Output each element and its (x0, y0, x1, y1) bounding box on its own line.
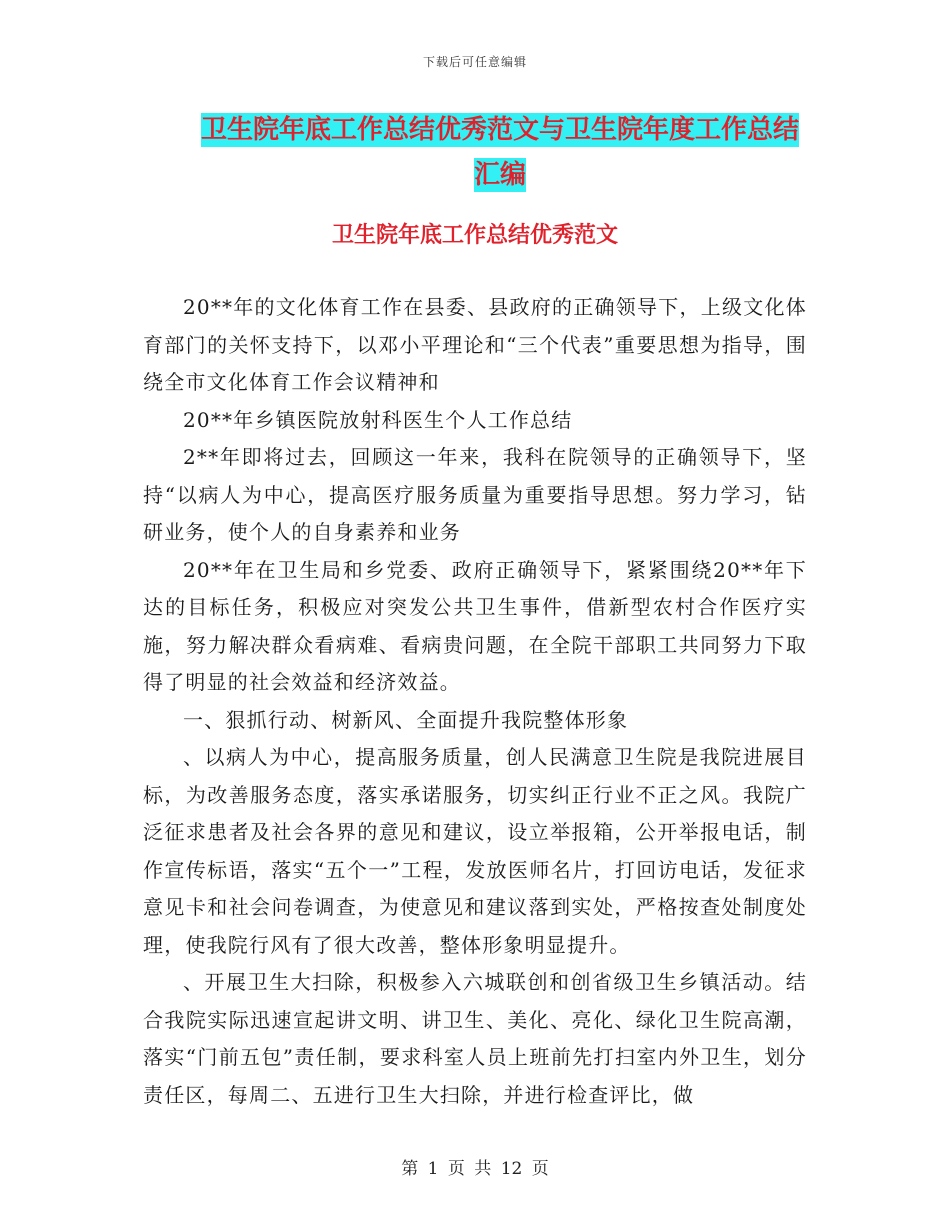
body-paragraph: 、以病人为中心，提高服务质量，创人民满意卫生院是我院进展目标，为改善服务态度，落实承诺服务，切实纠正行业不正之风。我院广泛征求患者及社会各界的意见和建议，设立举报箱，公开举报电话，制作宣传标语，落实“五个一”工程，发放医师名片，打回访电话，发征求意见卡和社会问卷调查，为使意见和建议落到实处，严格按查处制度处理，使我院行风有了很大改善，整体形象明显提升。 (143, 745, 807, 957)
header-note: 下载后可任意编辑 (422, 55, 527, 69)
body-paragraph: 20**年在卫生局和乡党委、政府正确领导下，紧紧围绕20**年下达的目标任务，积极应对突发公共卫生事件，借新型农村合作医疗实施，努力解决群众看病难、看病贵问题，在全院干部职工共同努力下取得了明显的社会效益和经济效益。 (143, 557, 807, 694)
body-paragraph: 2**年即将过去，回顾这一年来，我科在院领导的正确领导下，坚持“以病人为中心，提高医疗服务质量为重要指导思想。努力学习，钻研业务，使个人的自身素养和业务 (143, 445, 807, 544)
body-paragraph: 20**年的文化体育工作在县委、县政府的正确领导下，上级文化体育部门的关怀支持下，以邓小平理论和“三个代表”重要思想为指导，围绕全市文化体育工作会议精神和 (143, 295, 807, 394)
section-title: 卫生院年底工作总结优秀范文 (331, 223, 618, 248)
body-paragraph: 一、狠抓行动、树新风、全面提升我院整体形象 (183, 707, 629, 732)
body-paragraph: 、开展卫生大扫除，积极参入六城联创和创省级卫生乡镇活动。结合我院实际迅速宣起讲文明、讲卫生、美化、亮化、绿化卫生院高潮，落实“门前五包”责任制，要求科室人员上班前先打扫室内外卫生，划分责任区，每周二、五进行卫生大扫除，并进行检查评比，做 (143, 970, 807, 1107)
page-number-footer: 第 1 页 共 12 页 (401, 1159, 549, 1179)
document-title-text: 卫生院年底工作总结优秀范文与卫生院年度工作总结汇编 (200, 115, 799, 190)
document-title (190, 108, 810, 198)
document-body (143, 289, 807, 1114)
body-paragraph: 20**年乡镇医院放射科医生个人工作总结 (183, 407, 573, 432)
